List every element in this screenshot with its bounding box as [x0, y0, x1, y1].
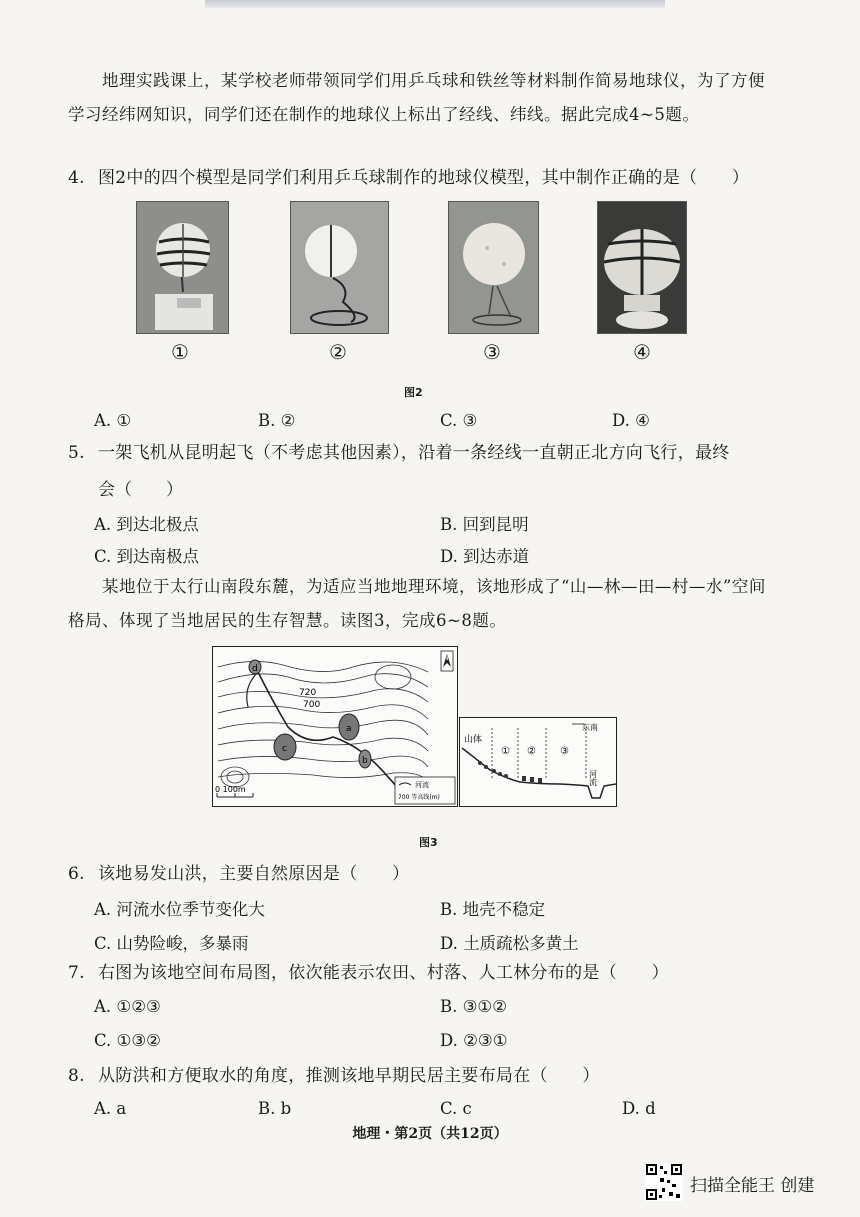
globe-photo-1 — [136, 201, 229, 334]
q7-option-c: C. ①③② — [94, 1031, 161, 1050]
globe-photo-2 — [290, 201, 389, 334]
scanner-brand: 扫描全能王 创建 — [690, 1176, 815, 1196]
q4-option-b: B. ② — [258, 411, 296, 430]
question-text: 该地易发山洪，主要自然原因是（ ） — [98, 864, 410, 884]
question-text: 从防洪和方便取水的角度，推测该地早期民居主要布局在（ ） — [98, 1066, 600, 1086]
point-d: d — [252, 664, 258, 674]
q8-option-d: D. d — [622, 1099, 656, 1118]
direction-label: 东南 — [582, 723, 598, 732]
page-footer: 地理・第2页（共12页） — [352, 1126, 508, 1142]
zone-2: ② — [527, 746, 536, 757]
fig2-label-4: ④ — [633, 340, 651, 364]
question-number: 7. — [68, 963, 85, 983]
question-4 — [68, 163, 749, 193]
q4-option-a: A. ① — [94, 411, 132, 430]
fig3-caption: 图3 — [419, 836, 438, 849]
contour-label-720: 720 — [299, 688, 317, 698]
fig2-label-2: ② — [329, 340, 347, 364]
q4-option-d: D. ④ — [612, 411, 650, 430]
q8-option-b: B. b — [258, 1099, 292, 1118]
globe-photo-3 — [448, 201, 539, 334]
question-number: 4. — [68, 168, 85, 188]
mountain-label: 山体 — [464, 735, 483, 745]
question-5 — [68, 438, 730, 468]
point-a: a — [346, 724, 352, 734]
contour-map — [212, 646, 458, 807]
question-number: 5. — [68, 443, 85, 463]
zone-3: ③ — [560, 746, 569, 757]
q7-option-d: D. ②③① — [440, 1031, 508, 1050]
question-text: 一架飞机从昆明起飞（不考虑其他因素），沿着一条经线一直朝正北方向飞行，最终 — [98, 443, 730, 463]
intro-paragraph-1: 地理实践课上，某学校老师带领同学们用乒乓球和铁丝等材料制作简易地球仪，为了方便学习经纬网知识，同学们还在制作的地球仪上标出了经线、纬线。据此完成4~5题。 — [68, 71, 765, 124]
scale-bar: 0 100m — [215, 785, 246, 794]
q5-option-a: A. 到达北极点 — [94, 515, 199, 534]
q5-option-b: B. 回到昆明 — [440, 515, 529, 534]
scan-edge — [205, 0, 665, 8]
legend-river: 河流 — [415, 781, 429, 789]
q6-option-b: B. 地壳不稳定 — [440, 900, 546, 919]
zone-1: ① — [501, 746, 510, 757]
point-c: c — [282, 744, 287, 754]
q5-option-c: C. 到达南极点 — [94, 547, 200, 566]
contour-label-700: 700 — [303, 700, 321, 710]
qr-code-icon — [645, 1163, 683, 1201]
profile-river-label: 河流 — [588, 770, 598, 786]
fig2-label-1: ① — [171, 340, 189, 364]
spatial-layout-profile — [459, 717, 617, 807]
north-label: N — [444, 655, 449, 662]
intro-paragraph-2: 某地位于太行山南段东麓，为适应当地地理环境，该地形成了“山—林—田—村—水”空间格局、体现了当地居民的生存智慧。读图3，完成6~8题。 — [68, 577, 766, 630]
question-number: 8. — [68, 1066, 85, 1086]
question-6 — [68, 859, 409, 889]
legend-contour: 700 等高线(m) — [398, 794, 440, 801]
q7-option-b: B. ③①② — [440, 997, 507, 1016]
fig2-caption: 图2 — [404, 386, 423, 399]
question-number: 6. — [68, 864, 85, 884]
globe-photo-4 — [597, 201, 687, 334]
q6-option-a: A. 河流水位季节变化大 — [94, 900, 265, 919]
question-8 — [68, 1061, 600, 1091]
question-text: 图2中的四个模型是同学们利用乒乓球制作的地球仪模型，其中制作正确的是（ ） — [98, 168, 750, 188]
question-7 — [68, 958, 669, 988]
question-text: 右图为该地空间布局图，依次能表示农田、村落、人工林分布的是（ ） — [98, 963, 669, 983]
fig2-label-3: ③ — [483, 340, 501, 364]
q8-option-a: A. a — [94, 1099, 127, 1118]
q6-option-d: D. 土质疏松多黄土 — [440, 934, 579, 953]
question-5-continued: 会（ ） — [98, 480, 183, 500]
q8-option-c: C. c — [440, 1099, 472, 1118]
q6-option-c: C. 山势险峻，多暴雨 — [94, 934, 249, 953]
q5-option-d: D. 到达赤道 — [440, 547, 530, 566]
q7-option-a: A. ①②③ — [94, 997, 161, 1016]
point-b: b — [362, 756, 368, 766]
q4-option-c: C. ③ — [440, 411, 478, 430]
